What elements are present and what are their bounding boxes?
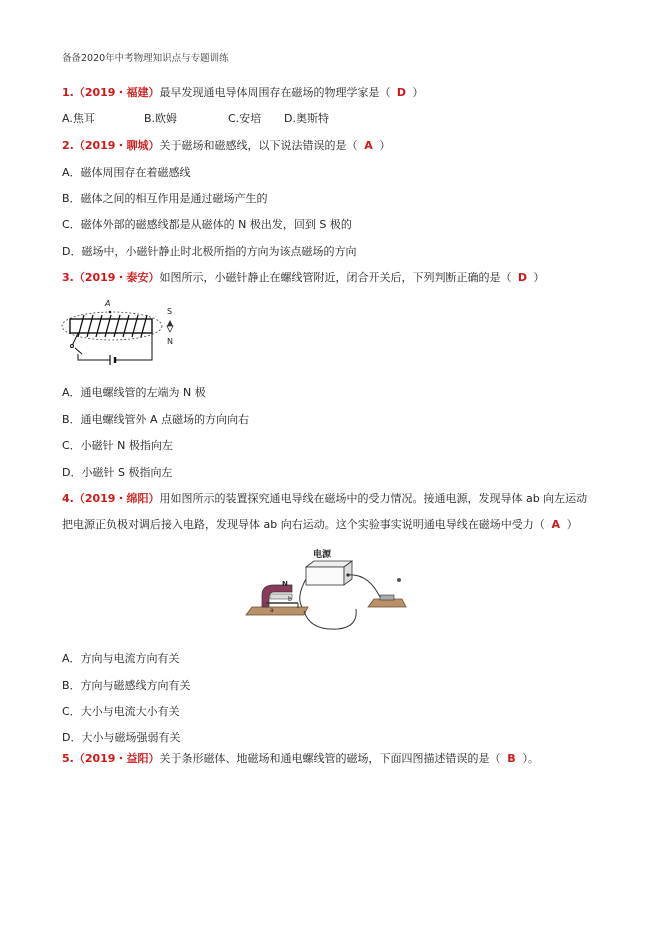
power-label: 电源 bbox=[313, 550, 332, 560]
q2-option-a: A．磁体周围存在着磁感线 bbox=[62, 166, 191, 179]
q4-option-d: D．大小与磁场强弱有关 bbox=[62, 731, 181, 744]
q4-number: 4. bbox=[62, 492, 74, 505]
q1-option-c: C.安培 bbox=[228, 112, 262, 125]
point-a-label: A bbox=[105, 299, 111, 308]
q1-source: （2019・福建） bbox=[73, 86, 160, 99]
q1-option-b: B.欧姆 bbox=[144, 112, 178, 125]
q1-text: 最早发现通电导体周围存在磁场的物理学家是（ bbox=[159, 86, 391, 99]
q4-text-2: 把电源正负极对调后接入电路，发现导体 ab 向右运动。这个实验事实说明通电导线在磁场中受力（ bbox=[62, 518, 545, 531]
q3-option-d: D．小磁针 S 极指向左 bbox=[62, 466, 173, 479]
needle-s-end bbox=[167, 320, 173, 326]
q5-answer: B bbox=[507, 752, 516, 765]
q1-option-d: D.奥斯特 bbox=[284, 112, 329, 125]
q2-answer: A bbox=[364, 139, 373, 152]
pole-n-label: N bbox=[282, 580, 288, 588]
point-a-dot bbox=[109, 311, 112, 314]
q2-number: 2. bbox=[62, 139, 74, 152]
circuit-wires bbox=[72, 333, 152, 360]
q5-source: （2019・益阳） bbox=[73, 752, 160, 765]
needle-s-label: S bbox=[167, 307, 173, 316]
power-supply-box bbox=[306, 567, 344, 585]
conductor-b-label: b bbox=[288, 596, 292, 603]
q2-source: （2019・聊城） bbox=[73, 139, 160, 152]
question-4 bbox=[62, 492, 587, 506]
q3-option-a: A．通电螺线管的左端为 N 极 bbox=[62, 386, 206, 399]
q4-text: 用如图所示的装置探究通电导线在磁场中的受力情况。接通电源，发现导体 ab 向左运动 bbox=[159, 492, 588, 505]
solenoid-figure bbox=[58, 294, 188, 374]
q5-text: 关于条形磁体、地磁场和通电螺线管的磁场，下面四图描述错误的是（ bbox=[159, 752, 501, 765]
q4-option-a: A．方向与电流方向有关 bbox=[62, 652, 180, 665]
question-5 bbox=[62, 752, 539, 766]
q2-close: ） bbox=[379, 139, 391, 152]
motor-experiment-figure bbox=[240, 545, 420, 630]
switch bbox=[380, 595, 394, 600]
switch-contact bbox=[71, 345, 74, 348]
needle-n-end bbox=[167, 326, 173, 332]
left-base-board bbox=[246, 607, 308, 615]
q4-answer: A bbox=[551, 518, 560, 531]
question-1 bbox=[62, 86, 423, 100]
q4-option-b: B．方向与磁感线方向有关 bbox=[62, 679, 191, 692]
q2-option-c: C．磁体外部的磁感线都是从磁体的 N 极出发，回到 S 极的 bbox=[62, 218, 352, 231]
needle-n-label: N bbox=[167, 337, 173, 346]
q3-answer: D bbox=[517, 271, 528, 284]
q5-number: 5. bbox=[62, 752, 74, 765]
q5-close: ）。 bbox=[522, 752, 539, 765]
q1-close: ） bbox=[412, 86, 424, 99]
q3-close: ） bbox=[533, 271, 545, 284]
q3-number: 3. bbox=[62, 271, 74, 284]
q1-options bbox=[62, 112, 329, 126]
q2-text: 关于磁场和磁感线，以下说法错误的是（ bbox=[159, 139, 358, 152]
q1-number: 1. bbox=[62, 86, 74, 99]
conductor-a-label: a bbox=[270, 607, 274, 614]
question-3 bbox=[62, 271, 544, 285]
q2-option-b: B．磁体之间的相互作用是通过磁场产生的 bbox=[62, 192, 268, 205]
question-4-cont bbox=[62, 518, 578, 532]
q4-close: ） bbox=[566, 518, 578, 531]
q1-option-a: A.焦耳 bbox=[62, 112, 95, 125]
q3-option-c: C．小磁针 N 极指向左 bbox=[62, 439, 173, 452]
q3-option-b: B．通电螺线管外 A 点磁场的方向向右 bbox=[62, 413, 250, 426]
q3-source: （2019・泰安） bbox=[73, 271, 160, 284]
q1-answer: D bbox=[396, 86, 407, 99]
switch-knob bbox=[397, 578, 401, 582]
battery bbox=[110, 355, 115, 365]
q3-text: 如图所示，小磁针静止在螺线管附近，闭合开关后，下列判断正确的是（ bbox=[159, 271, 512, 284]
q4-source: （2019・绵阳） bbox=[73, 492, 160, 505]
question-2 bbox=[62, 139, 390, 153]
q2-option-d: D．磁场中，小磁针静止时北极所指的方向为该点磁场的方向 bbox=[62, 245, 357, 258]
page-header: 备备2020年中考物理知识点与专题训练 bbox=[62, 53, 229, 64]
q4-option-c: C．大小与电流大小有关 bbox=[62, 705, 180, 718]
